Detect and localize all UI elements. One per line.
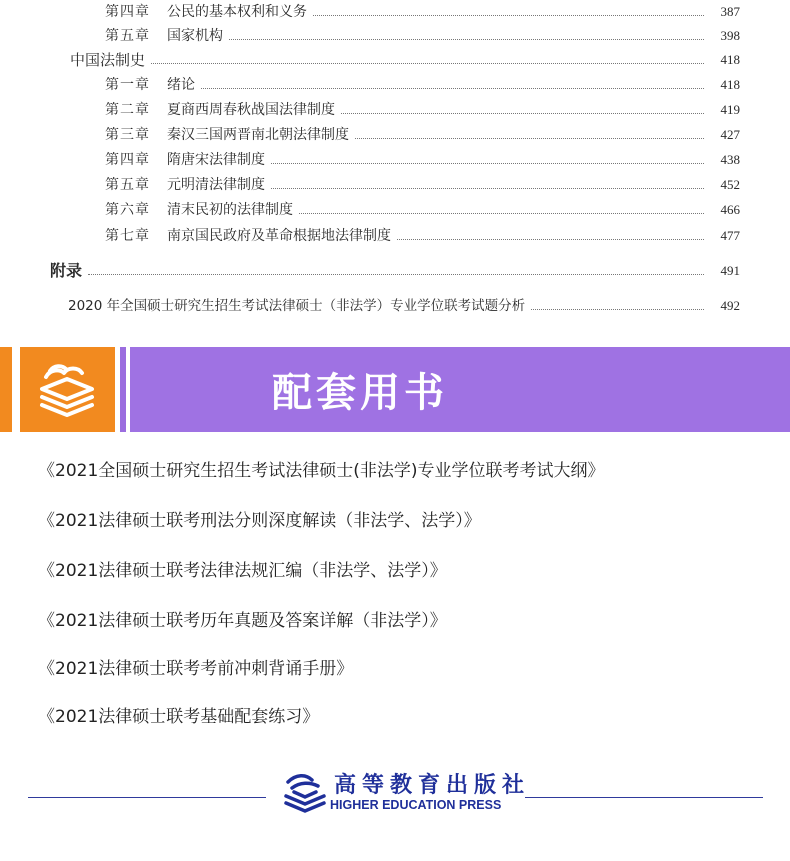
toc-leader-dots <box>313 15 704 16</box>
toc-appendix-label: 附录 <box>50 261 83 280</box>
toc-chapter-number: 第四章 <box>105 4 150 20</box>
toc-page-number: 398 <box>720 28 740 43</box>
list-item[interactable]: 《2021全国硕士研究生招生考试法律硕士(非法学)专业学位联考考试大纲》 <box>38 461 605 481</box>
list-item[interactable]: 《2021法律硕士联考考前冲刺背诵手册》 <box>38 659 354 679</box>
toc-row[interactable] <box>105 0 740 24</box>
toc-leader-dots <box>299 213 704 214</box>
footer-divider-right <box>525 797 763 798</box>
footer-divider-left <box>28 797 266 798</box>
toc-chapter-title: 元明清法律制度 <box>167 177 265 193</box>
toc-section-row[interactable] <box>70 48 740 72</box>
toc-row[interactable] <box>105 148 740 172</box>
toc-page-number: 477 <box>720 228 740 243</box>
toc-row[interactable] <box>105 24 740 48</box>
toc-chapter-title: 夏商西周春秋战国法律制度 <box>167 102 335 118</box>
toc-row[interactable] <box>105 123 740 147</box>
toc-row[interactable] <box>105 98 740 122</box>
toc-page-number: 418 <box>720 52 740 67</box>
toc-chapter-title: 隋唐宋法律制度 <box>167 152 265 168</box>
toc-chapter-number: 第四章 <box>105 152 150 168</box>
toc-leader-dots <box>531 309 704 310</box>
toc-leader-dots <box>151 63 704 64</box>
toc-row[interactable] <box>105 73 740 97</box>
publisher-logo <box>282 768 531 818</box>
toc-chapter-title: 清末民初的法律制度 <box>167 202 293 218</box>
toc-page-number: 491 <box>720 263 740 278</box>
toc-page-number: 427 <box>720 127 740 142</box>
toc-row[interactable] <box>105 173 740 197</box>
banner-orange-strip <box>0 347 12 432</box>
list-item[interactable]: 《2021法律硕士联考刑法分则深度解读（非法学、法学）》 <box>38 511 481 531</box>
toc-chapter-number: 第三章 <box>105 127 150 143</box>
toc-chapter-number: 第五章 <box>105 177 150 193</box>
toc-appendix-item-title: 2020 年全国硕士研究生招生考试法律硕士（非法学）专业学位联考试题分析 <box>68 298 526 314</box>
toc-page-number: 419 <box>720 102 740 117</box>
banner-gap <box>12 347 20 432</box>
toc-section-title: 中国法制史 <box>70 51 146 69</box>
toc-chapter-title: 国家机构 <box>167 28 223 44</box>
toc-page-number: 466 <box>720 202 740 217</box>
publisher-name-en: HIGHER EDUCATION PRESS <box>330 798 502 812</box>
list-item[interactable]: 《2021法律硕士联考历年真题及答案详解（非法学）》 <box>38 611 447 631</box>
toc-leader-dots <box>271 163 704 164</box>
banner-title: 配套用书 <box>272 370 448 416</box>
list-item[interactable]: 《2021法律硕士联考基础配套练习》 <box>38 707 320 727</box>
toc-leader-dots <box>341 113 704 114</box>
toc-row[interactable] <box>105 224 740 248</box>
list-item[interactable]: 《2021法律硕士联考法律法规汇编（非法学、法学）》 <box>38 561 447 581</box>
publisher-name-cn: 高等教育出版社 <box>334 772 531 798</box>
toc-page-number: 438 <box>720 152 740 167</box>
toc-row[interactable] <box>105 198 740 222</box>
companion-books-banner <box>0 347 790 432</box>
toc-chapter-number: 第二章 <box>105 102 150 118</box>
toc-leader-dots <box>271 188 704 189</box>
toc-appendix-row[interactable] <box>50 259 740 283</box>
toc-leader-dots <box>355 138 704 139</box>
toc-leader-dots <box>397 239 704 240</box>
toc-chapter-title: 南京国民政府及革命根据地法律制度 <box>167 228 391 244</box>
toc-page-number: 387 <box>720 4 740 19</box>
toc-leader-dots <box>201 88 704 89</box>
toc-leader-dots <box>229 39 704 40</box>
toc-chapter-number: 第七章 <box>105 228 150 244</box>
toc-chapter-number: 第一章 <box>105 77 150 93</box>
toc-page-number: 492 <box>720 298 740 313</box>
toc-leader-dots <box>88 274 704 275</box>
toc-chapter-title: 绪论 <box>167 77 195 93</box>
publisher-emblem-icon <box>282 770 328 816</box>
toc-chapter-number: 第六章 <box>105 202 150 218</box>
banner-icon-box <box>20 347 115 432</box>
toc-chapter-title: 公民的基本权利和义务 <box>167 4 307 20</box>
toc-page-number: 418 <box>720 77 740 92</box>
toc-page-number: 452 <box>720 177 740 192</box>
toc-appendix-item-row[interactable] <box>68 294 740 318</box>
toc-chapter-number: 第五章 <box>105 28 150 44</box>
toc-chapter-title: 秦汉三国两晋南北朝法律制度 <box>167 127 349 143</box>
stacked-books-icon <box>20 347 115 432</box>
